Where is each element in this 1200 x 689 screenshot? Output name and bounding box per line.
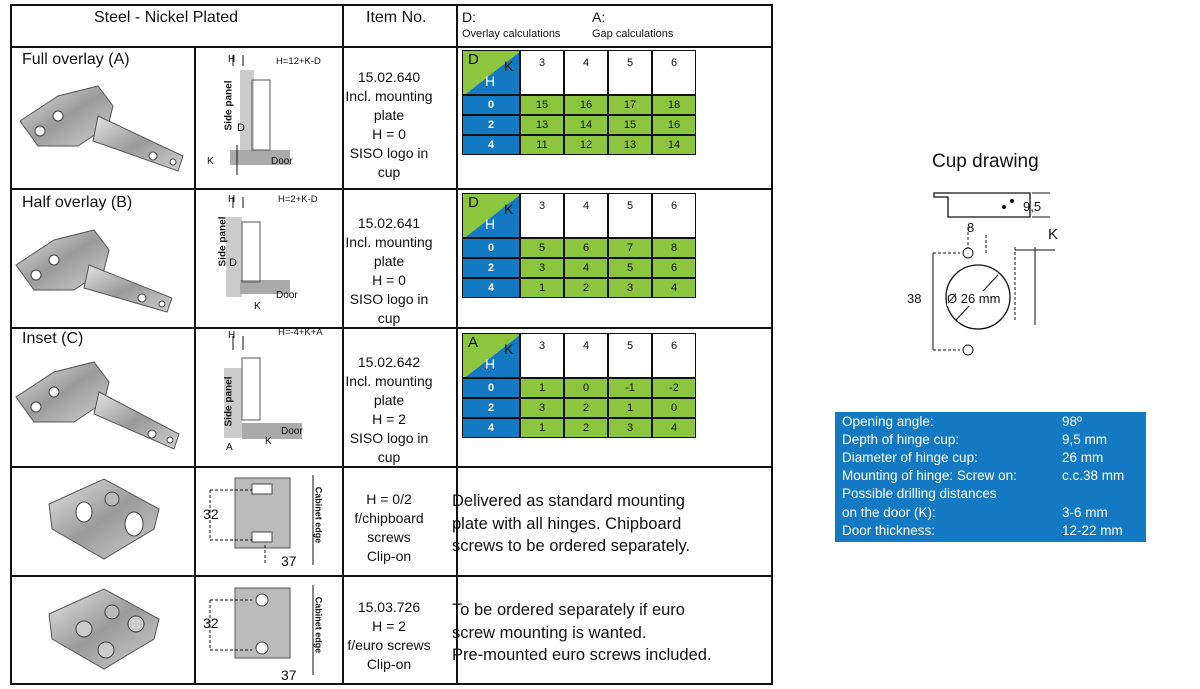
diagram-h-label: H xyxy=(228,54,236,65)
dim-vertical: 32 xyxy=(203,615,219,631)
item-line: H = 2 xyxy=(372,411,406,427)
spec-value: 9,5 mm xyxy=(1062,432,1108,447)
grid-value: 15 xyxy=(608,115,652,135)
spec-value: 26 mm xyxy=(1062,450,1104,465)
diagram-door-label: Door xyxy=(276,290,298,301)
hinge-photo-inset xyxy=(14,352,184,452)
h-header: 4 xyxy=(462,278,520,298)
grid-value: 4 xyxy=(652,418,696,438)
description-line: screw mounting is wanted. xyxy=(452,623,647,642)
grid-value: 14 xyxy=(652,135,696,155)
item-line: Incl. mounting xyxy=(345,88,433,104)
cup-drawing xyxy=(900,175,1080,365)
grid-value: 16 xyxy=(564,95,608,115)
spec-label: Depth of hinge cup: xyxy=(842,432,960,447)
k-header: 6 xyxy=(652,193,696,238)
description-euro-plate xyxy=(452,599,712,667)
k-header: 5 xyxy=(608,193,652,238)
item-line: SISO logo in xyxy=(349,291,429,307)
item-line: SISO logo in xyxy=(349,145,429,161)
grid-corner-h: H xyxy=(485,356,496,372)
item-line: Incl. mounting xyxy=(345,234,433,250)
a-sub: Gap calculations xyxy=(592,28,674,40)
grid-value: 17 xyxy=(608,95,652,115)
grid-value: 2 xyxy=(564,418,608,438)
item-no-header: Item No. xyxy=(366,9,427,26)
grid-value: 15 xyxy=(520,95,564,115)
diagram-door-label: Door xyxy=(281,426,303,437)
item-no-chipboard-plate xyxy=(333,490,445,566)
description-line: screws to be ordered separately. xyxy=(452,537,691,555)
h-header: 0 xyxy=(462,95,520,115)
cabinet-edge-label: Cabinet edge xyxy=(313,596,324,654)
diagram-k-label: K xyxy=(265,436,272,447)
k-header: 4 xyxy=(564,333,608,378)
item-line: Clip-on xyxy=(366,656,412,672)
item-line: H = 0/2 xyxy=(366,491,412,507)
diagram-side-label: Side panel xyxy=(223,376,235,427)
hinge-photo-full-overlay xyxy=(18,76,188,176)
diagram-k-label: K xyxy=(254,301,261,312)
spec-value: c.c.38 mm xyxy=(1062,468,1125,483)
item-line: 15.03.726 xyxy=(357,599,421,615)
table-rule xyxy=(12,188,771,190)
item-line: 15.02.640 xyxy=(357,69,421,85)
grid-value: 3 xyxy=(608,278,652,298)
cup-depth-label: 9,5 xyxy=(1023,199,1042,214)
item-line: Clip-on xyxy=(366,548,412,564)
item-line: f/euro screws xyxy=(347,637,431,653)
diagram-plate-chipboard xyxy=(200,470,330,570)
grid-value: 4 xyxy=(564,258,608,278)
k-header: 6 xyxy=(652,333,696,378)
d-label: D: xyxy=(462,9,476,25)
dim-horizontal: 37 xyxy=(281,553,297,569)
cabinet-edge-label: Cabinet edge xyxy=(313,486,324,544)
grid-value: 1 xyxy=(520,378,564,398)
grid-value: 1 xyxy=(520,278,564,298)
item-line: plate xyxy=(373,253,405,269)
description-line: To be ordered separately if euro xyxy=(452,601,685,619)
spec-value: 98º xyxy=(1062,414,1082,429)
item-line: H = 0 xyxy=(372,272,406,288)
k-header: 3 xyxy=(520,333,564,378)
grid-corner-a: A xyxy=(468,334,479,351)
grid-value: 2 xyxy=(564,278,608,298)
material-header: Steel - Nickel Plated xyxy=(94,9,239,26)
calc-grid-inset xyxy=(462,333,694,434)
grid-value: 3 xyxy=(520,258,564,278)
grid-corner-d: D xyxy=(468,51,479,68)
cup-drawing-title: Cup drawing xyxy=(932,151,1039,172)
hinge-photo-half-overlay xyxy=(14,220,174,315)
grid-corner-d: D xyxy=(468,194,479,211)
diagram-k-label: K xyxy=(207,156,214,167)
spec-value: 12-22 mm xyxy=(1062,523,1123,538)
item-line: plate xyxy=(373,392,405,408)
calc-grid-full-overlay xyxy=(462,50,694,151)
grid-value: 5 xyxy=(520,238,564,258)
spec-label: on the door (K): xyxy=(842,505,936,520)
dim-vertical: 32 xyxy=(203,506,219,522)
spec-label: Diameter of hinge cup: xyxy=(842,450,978,465)
item-line: H = 0 xyxy=(372,126,406,142)
grid-value: 8 xyxy=(652,238,696,258)
item-line: plate xyxy=(373,107,405,123)
item-no-euro-plate xyxy=(333,598,445,674)
item-line: f/chipboard xyxy=(354,510,424,526)
diagram-formula: H=2+K-D xyxy=(278,194,318,205)
grid-value: 13 xyxy=(520,115,564,135)
item-line: SISO logo in xyxy=(349,430,429,446)
k-header: 4 xyxy=(564,193,608,238)
k-header: 3 xyxy=(520,193,564,238)
k-header: 5 xyxy=(608,50,652,95)
grid-value: 1 xyxy=(520,418,564,438)
grid-value: 3 xyxy=(608,418,652,438)
grid-value: 18 xyxy=(652,95,696,115)
grid-value: -2 xyxy=(652,378,696,398)
grid-corner-h: H xyxy=(485,216,496,232)
k-header: 5 xyxy=(608,333,652,378)
spec-label: Door thickness: xyxy=(842,523,936,538)
diagram-formula: H=12+K-D xyxy=(276,56,321,67)
row-label-inset: Inset (C) xyxy=(22,330,84,347)
h-header: 4 xyxy=(462,418,520,438)
row-label-half-overlay: Half overlay (B) xyxy=(22,194,133,211)
grid-value: 6 xyxy=(652,258,696,278)
diagram-h-label: H xyxy=(228,330,236,341)
spec-value: 3-6 mm xyxy=(1062,505,1108,520)
grid-corner-k: K xyxy=(504,201,514,217)
grid-value: 1 xyxy=(608,398,652,418)
cup-k-label: K xyxy=(1048,226,1059,243)
diagram-d-label: D xyxy=(229,257,237,269)
cup-offset-label: 8 xyxy=(967,220,975,235)
grid-value: 3 xyxy=(520,398,564,418)
grid-corner-h: H xyxy=(485,73,496,89)
h-header: 0 xyxy=(462,238,520,258)
diagram-d-label: D xyxy=(237,122,245,134)
diagram-side-label: Side panel xyxy=(223,80,235,131)
item-line: H = 2 xyxy=(372,618,406,634)
specs-box xyxy=(835,412,1146,542)
h-header: 4 xyxy=(462,135,520,155)
k-header: 3 xyxy=(520,50,564,95)
cup-spacing-label: 38 xyxy=(907,291,922,306)
k-header: 4 xyxy=(564,50,608,95)
diagram-door-label: Door xyxy=(271,156,293,167)
h-header: 2 xyxy=(462,115,520,135)
grid-value: 0 xyxy=(652,398,696,418)
spec-label: Possible drilling distances xyxy=(842,486,997,501)
table-rule xyxy=(12,46,771,48)
grid-corner xyxy=(462,50,520,95)
table-rule xyxy=(12,575,771,577)
diagram-h-label: H xyxy=(228,194,236,205)
item-no-inset xyxy=(333,353,445,467)
diagram-full-overlay xyxy=(200,50,335,180)
cup-diameter-label: Ø 26 mm xyxy=(947,291,1001,306)
dim-horizontal: 37 xyxy=(281,667,297,683)
item-no-full-overlay xyxy=(333,68,445,182)
grid-corner xyxy=(462,193,520,238)
item-line: cup xyxy=(377,310,401,326)
grid-value: 13 xyxy=(608,135,652,155)
item-line: cup xyxy=(377,449,401,465)
grid-value: 0 xyxy=(564,378,608,398)
calc-grid-half-overlay xyxy=(462,193,694,294)
grid-value: 7 xyxy=(608,238,652,258)
mounting-plate-photo-chipboard xyxy=(44,474,164,564)
spec-label: Opening angle: xyxy=(842,414,934,429)
h-header: 2 xyxy=(462,258,520,278)
item-no-half-overlay xyxy=(333,214,445,328)
spec-label: Mounting of hinge: Screw on: xyxy=(842,468,1017,483)
item-line: 15.02.641 xyxy=(357,215,421,231)
mounting-plate-photo-euro xyxy=(44,584,164,674)
grid-value: 6 xyxy=(564,238,608,258)
h-header: 2 xyxy=(462,398,520,418)
h-header: 0 xyxy=(462,378,520,398)
description-line: Pre-mounted euro screws included. xyxy=(452,646,712,664)
grid-value: 2 xyxy=(564,398,608,418)
d-sub: Overlay calculations xyxy=(462,28,561,40)
diagram-side-label: Side panel xyxy=(217,216,229,267)
k-header: 6 xyxy=(652,50,696,95)
diagram-a-label: A xyxy=(226,442,233,453)
item-line: screws xyxy=(367,529,411,545)
grid-value: 5 xyxy=(608,258,652,278)
table-rule xyxy=(456,6,458,683)
grid-value: 12 xyxy=(564,135,608,155)
table-rule xyxy=(194,46,196,683)
diagram-formula: H=-4+K+A xyxy=(278,327,323,338)
description-line: Delivered as standard mounting xyxy=(452,492,685,510)
item-line: Incl. mounting xyxy=(345,373,433,389)
grid-value: 4 xyxy=(652,278,696,298)
item-line: 15.02.642 xyxy=(357,354,421,370)
grid-corner-k: K xyxy=(504,341,514,357)
description-line: plate with all hinges. Chipboard xyxy=(452,514,682,533)
description-chipboard-plate xyxy=(452,490,690,558)
item-line: cup xyxy=(377,164,401,180)
grid-value: 11 xyxy=(520,135,564,155)
a-label: A: xyxy=(592,9,606,25)
row-label-full-overlay: Full overlay (A) xyxy=(22,51,130,68)
grid-corner xyxy=(462,333,520,378)
grid-value: -1 xyxy=(608,378,652,398)
grid-value: 14 xyxy=(564,115,608,135)
grid-value: 16 xyxy=(652,115,696,135)
diagram-plate-euro xyxy=(200,580,330,680)
grid-corner-k: K xyxy=(504,58,514,74)
